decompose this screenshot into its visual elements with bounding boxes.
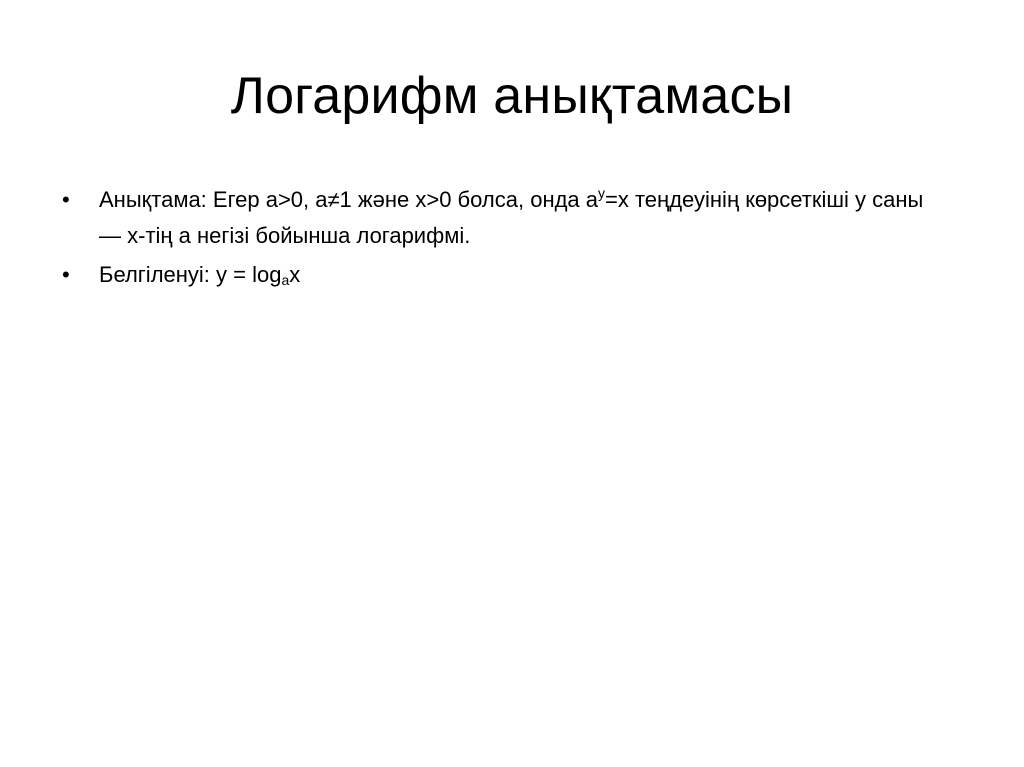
- log-base-subscript: a: [281, 272, 290, 288]
- bullet-list: [62, 182, 942, 296]
- bullet-item-definition: [62, 182, 942, 254]
- bullet-icon: •: [62, 262, 70, 287]
- definition-text-continued: =x теңдеуінің көрсеткіші y саны — x-тің a негізі бойынша логарифмі.: [99, 187, 924, 248]
- slide-title: Логарифм анықтамасы: [230, 67, 794, 125]
- notation-text-continued: x: [289, 262, 301, 287]
- exponent-superscript: y: [598, 185, 606, 201]
- bullet-icon: •: [62, 187, 70, 212]
- notation-text: Белгіленуі: y = log: [99, 262, 282, 287]
- bullet-item-notation: [62, 257, 942, 293]
- definition-text: Анықтама: Егер a>0, a≠1 және x>0 болса, онда a: [99, 187, 599, 212]
